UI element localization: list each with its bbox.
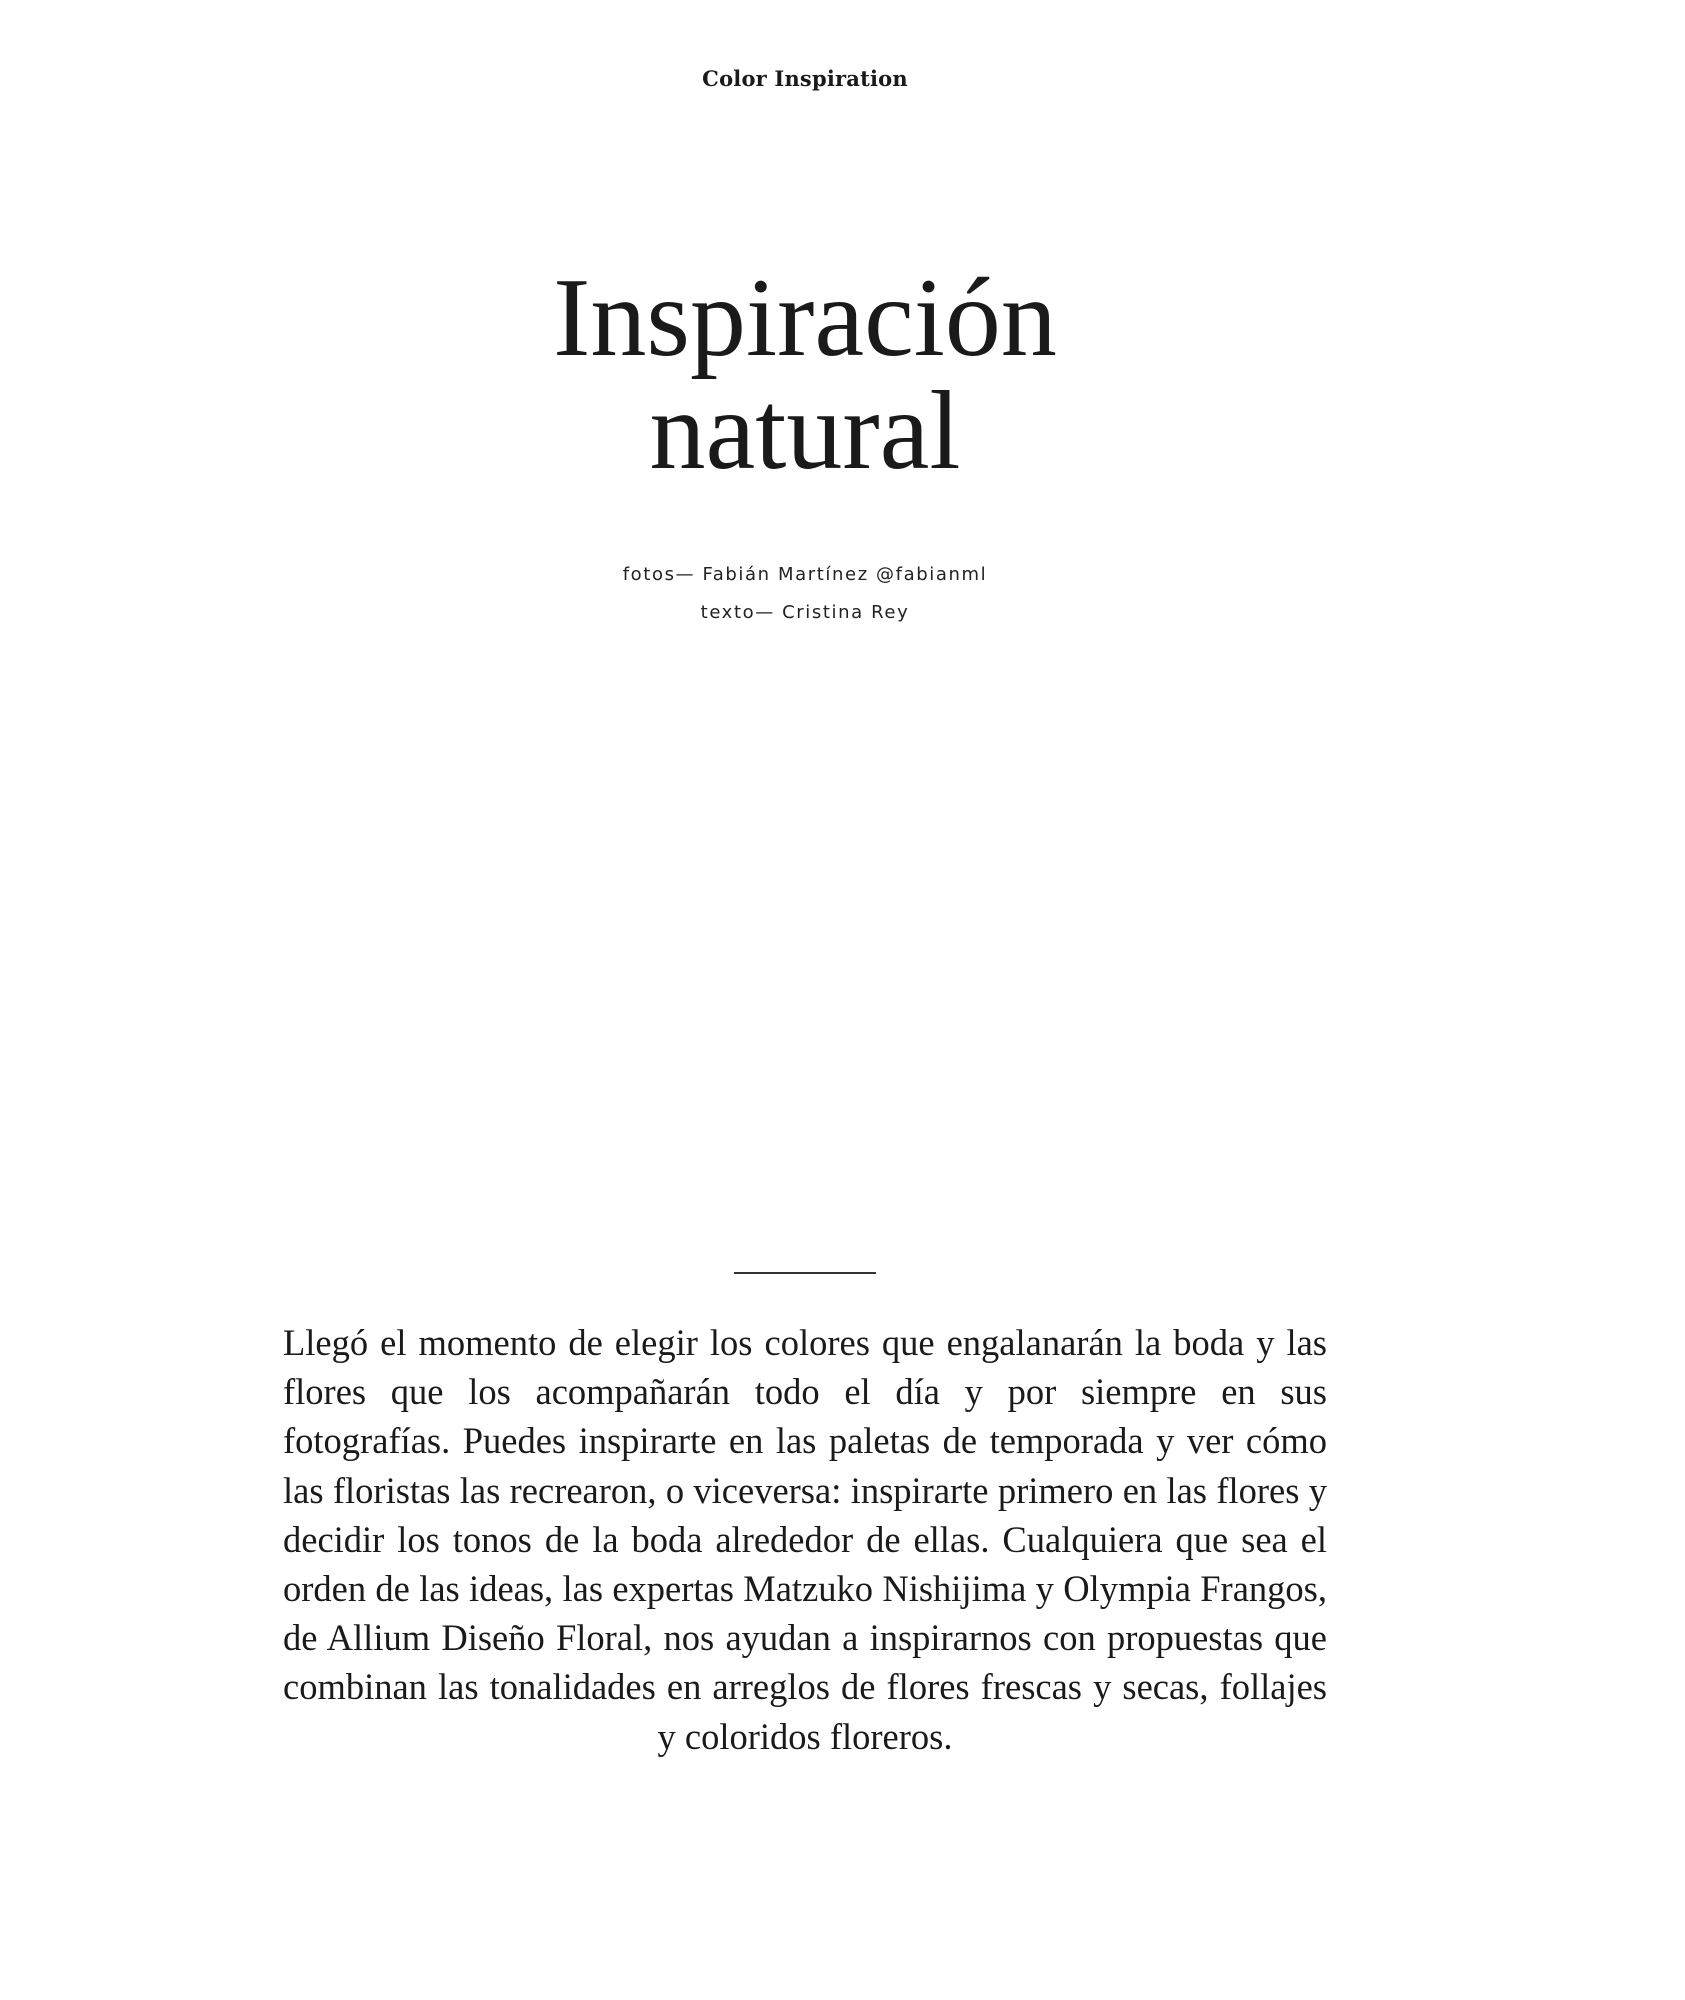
article-credits (0, 556, 1610, 632)
article-title-line-2: natural (649, 369, 961, 493)
divider-rule (734, 1272, 876, 1274)
article-title (0, 256, 1610, 493)
text-credit: texto— Cristina Rey (700, 602, 910, 623)
article-title-line-1: Inspiración (553, 256, 1057, 380)
section-label: Color Inspiration (702, 66, 908, 91)
intro-paragraph: Llegó el momento de elegir los colores que engalanarán la boda y las flores que los acompañarán todo el día y por siempre en sus fotografías. Puedes inspirarte en las paletas de temporada y ver cómo las floristas las recrearon, o viceversa: inspirarte primero en las flores y decidir los tonos de la boda alrededor de ellas. Cualquiera que sea el orden de las ideas, las expertas Matzuko Nishijima y Olympia Frangos, de Allium Diseño Floral, nos ayudan a inspirarnos con propuestas que combinan las tonalidades en arreglos de flores frescas y secas, follajes y coloridos floreros. (283, 1322, 1327, 1757)
photo-credit: fotos— Fabián Martínez @fabianml (622, 564, 988, 585)
